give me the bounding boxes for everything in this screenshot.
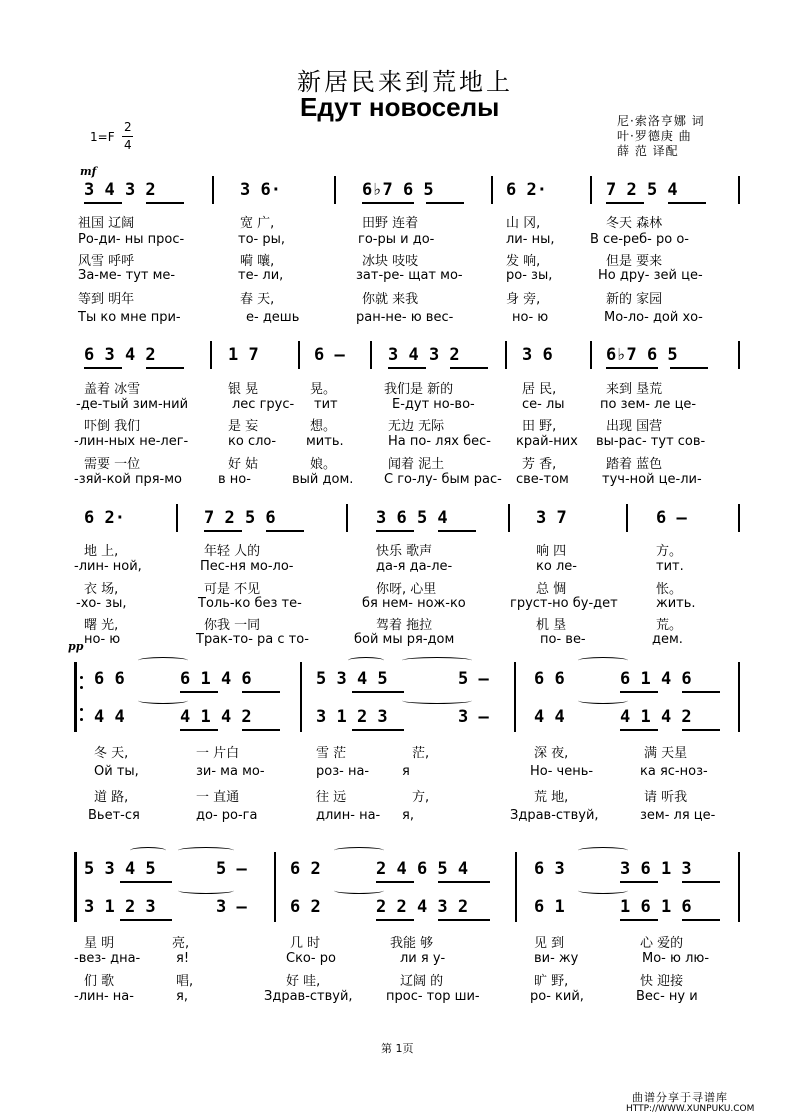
- lyric-line: по зем- ле це-: [600, 397, 697, 412]
- lyric-line: бя нем- нож-ко: [362, 596, 466, 611]
- beam: [376, 530, 414, 532]
- lyric-line: ко ле-: [536, 559, 577, 574]
- lyric-line: по- ве-: [540, 632, 586, 647]
- lyric-line: 雪 茫: [316, 746, 347, 761]
- beam: [146, 367, 184, 369]
- lyric-line: 娘。: [310, 457, 337, 472]
- beam: [682, 881, 720, 883]
- lyric-line: мить.: [306, 434, 344, 449]
- lyric-line: Здрав-ствуй,: [510, 808, 599, 823]
- beam: [620, 729, 658, 731]
- lyric-line: 冰块 吱吱: [362, 254, 419, 269]
- system-start-bar: [74, 852, 77, 922]
- tie: [402, 657, 472, 664]
- lyric-line: 等到 明年: [78, 292, 135, 307]
- beam: [362, 202, 414, 204]
- lyric-line: 衣 场,: [84, 582, 119, 597]
- barline: [738, 341, 740, 369]
- lyric-line: 田野 连着: [362, 216, 419, 231]
- lyric-line: Вес- ну и: [636, 989, 698, 1004]
- lyric-line: жить.: [656, 596, 696, 611]
- lyric-line: 们 歌: [84, 974, 115, 989]
- lyric-line: -де-тый зим-ний: [76, 397, 189, 412]
- lyric-line: 我能 够: [390, 936, 434, 951]
- lyric-line: Но- чень-: [530, 764, 594, 779]
- beam: [450, 367, 488, 369]
- barline: [212, 176, 214, 204]
- lyric-line: се- лы: [522, 397, 565, 412]
- lyric-line: -зяй-кой пря-мо: [74, 472, 182, 487]
- lyric-line: го-ры и до-: [358, 232, 435, 247]
- lyric-line: Здрав-ствуй,: [264, 989, 353, 1004]
- beam: [438, 881, 490, 883]
- lyric-line: вый дом.: [292, 472, 354, 487]
- lyric-line: 田 野,: [522, 419, 557, 434]
- upper-part-notes: 6 6: [94, 669, 125, 689]
- lyric-line: 年轻 人的: [204, 544, 261, 559]
- lyric-line: 嗬 嚷,: [240, 254, 275, 269]
- measure-notes: 3 6: [522, 345, 553, 365]
- lyric-line: 旷 野,: [534, 974, 569, 989]
- lyric-line: те- ли,: [238, 268, 284, 283]
- measure-notes: 3 7: [536, 508, 567, 528]
- beam: [606, 367, 658, 369]
- barline: [274, 852, 276, 922]
- lyric-line: 星 明: [84, 936, 115, 951]
- lyric-line: 出现 国营: [606, 419, 663, 434]
- lyric-line: 想。: [310, 419, 337, 434]
- lyric-line: 但是 要来: [606, 254, 663, 269]
- beam: [438, 530, 476, 532]
- lyric-line: зи- ма мо-: [196, 764, 265, 779]
- measure-notes: 7 2 5 4: [606, 180, 678, 200]
- lyric-line: Трак-то- ра с то-: [196, 632, 309, 647]
- lyric-line: 冬 天,: [94, 746, 129, 761]
- lyric-line: 地 上,: [84, 544, 119, 559]
- time-signature-rule: [122, 136, 133, 137]
- lyric-line: 心 爱的: [640, 936, 684, 951]
- lyric-line: 道 路,: [94, 790, 129, 805]
- lyric-line: ро- кий,: [530, 989, 584, 1004]
- tie: [178, 847, 234, 854]
- lyric-line: 居 民,: [522, 382, 557, 397]
- barline: [210, 341, 212, 369]
- lyric-line: За-ме- тут ме-: [78, 268, 176, 283]
- lyric-line: да-я да-ле-: [376, 559, 453, 574]
- measure-notes: 6 2·: [84, 508, 125, 528]
- barline: [738, 176, 740, 204]
- beam: [438, 919, 490, 921]
- beam: [682, 691, 720, 693]
- lyric-line: 唱,: [176, 974, 194, 989]
- measure-notes: 6 –: [656, 508, 687, 528]
- lower-part-notes: 3 –: [216, 897, 247, 917]
- beam: [84, 367, 122, 369]
- lyric-line: ко сло-: [228, 434, 277, 449]
- lyric-line: 芳 香,: [522, 457, 557, 472]
- lyric-line: длин- на-: [316, 808, 381, 823]
- repeat-start-bar: [74, 662, 77, 732]
- title-chinese: 新居民来到荒地上: [297, 68, 513, 96]
- upper-part-notes: 5 –: [458, 669, 489, 689]
- lyric-line: 吓倒 我们: [84, 419, 141, 434]
- beam: [668, 202, 706, 204]
- lyric-line: 山 冈,: [506, 216, 541, 231]
- dynamic-mf: mf: [80, 165, 97, 178]
- lyric-line: С го-лу- бым рас-: [384, 472, 502, 487]
- lyric-line: до- ро-га: [196, 808, 258, 823]
- lyric-line: груст-но бу-дет: [510, 596, 618, 611]
- upper-part-notes: 2 4 6 5 4: [376, 859, 469, 879]
- lyric-line: -вез- дна-: [74, 951, 141, 966]
- tie: [138, 697, 188, 704]
- lyric-line: -лин- на-: [74, 989, 134, 1004]
- lyric-line: 响 四: [536, 544, 567, 559]
- barline: [508, 504, 510, 532]
- lower-part-notes: 2 2 4 3 2: [376, 897, 469, 917]
- lyric-line: 祖国 辽阔: [78, 216, 135, 231]
- lyric-line: зем- ля це-: [640, 808, 716, 823]
- beam: [120, 919, 172, 921]
- beam: [620, 881, 658, 883]
- measure-notes: 1 7: [228, 345, 259, 365]
- upper-part-notes: 5 3 4 5: [84, 859, 156, 879]
- beam: [376, 919, 414, 921]
- lyric-line: 快 迎接: [640, 974, 684, 989]
- barline: [515, 852, 517, 922]
- beam: [352, 691, 404, 693]
- lyric-line: Мо-ло- дой хо-: [604, 310, 703, 325]
- lyric-line: 你我 一同: [204, 618, 261, 633]
- lyric-line: 无边 无际: [388, 419, 445, 434]
- lyric-line: 深 夜,: [534, 746, 569, 761]
- lyric-line: 怅。: [656, 582, 683, 597]
- lyric-line: 新的 家园: [606, 292, 663, 307]
- beam: [388, 367, 426, 369]
- lyric-line: 驾着 拖拉: [376, 618, 433, 633]
- barline: [491, 176, 493, 204]
- lyric-line: -хо- зы,: [76, 596, 127, 611]
- lower-part-notes: 1 6 1 6: [620, 897, 692, 917]
- lyric-line: 茫,: [412, 746, 430, 761]
- beam: [620, 919, 658, 921]
- lyric-line: 请 听我: [644, 790, 688, 805]
- measure-notes: 6♭7 6 5: [606, 345, 678, 365]
- lyric-line: 好 哇,: [286, 974, 321, 989]
- time-signature-top: 2: [124, 120, 132, 134]
- lyric-line: Толь-ко без те-: [198, 596, 302, 611]
- measure-notes: 7 2 5 6: [204, 508, 276, 528]
- lower-part-notes: 3 1 2 3: [316, 707, 388, 727]
- repeat-dot: [80, 676, 83, 679]
- time-signature-bottom: 4: [124, 138, 132, 152]
- lyric-line: 银 晃: [228, 382, 259, 397]
- lyric-line: 你呀, 心里: [376, 582, 437, 597]
- lyric-line: тит.: [656, 559, 684, 574]
- watermark-url[interactable]: HTTP://WWW.XUNPUKU.COM: [626, 1104, 755, 1114]
- title-russian: Едут новоселы: [300, 92, 500, 122]
- lower-part-notes: 6 2: [290, 897, 321, 917]
- lower-part-notes: 4 1 4 2: [620, 707, 692, 727]
- measure-notes: 3 4 3 2: [84, 180, 156, 200]
- lyric-line: Ско- ро: [286, 951, 336, 966]
- beam: [84, 202, 122, 204]
- lyric-line: е- дешь: [246, 310, 300, 325]
- upper-part-notes: 6 6: [534, 669, 565, 689]
- lyric-line: 踏着 蓝色: [606, 457, 663, 472]
- lyric-line: 发 响,: [506, 254, 541, 269]
- lyric-line: зат-ре- щат мо-: [356, 268, 463, 283]
- tie: [334, 887, 384, 894]
- tie: [578, 697, 628, 704]
- tie: [178, 887, 234, 894]
- credit-translator: 薛 范 译配: [617, 144, 679, 158]
- lyric-line: то- ры,: [238, 232, 285, 247]
- lyric-line: 机 垦: [536, 618, 567, 633]
- lyric-line: я,: [402, 808, 414, 823]
- lyric-line: 是 妄: [228, 419, 259, 434]
- lyric-line: 往 远: [316, 790, 347, 805]
- upper-part-notes: 6 3: [534, 859, 565, 879]
- tie: [130, 847, 166, 854]
- measure-notes: 6 2·: [506, 180, 547, 200]
- repeat-dot: [80, 686, 83, 689]
- lyric-line: прос- тор ши-: [386, 989, 480, 1004]
- measure-notes: 6♭7 6 5: [362, 180, 434, 200]
- barline: [514, 662, 516, 732]
- lower-part-notes: 4 4: [94, 707, 125, 727]
- barline: [590, 341, 592, 369]
- barline: [590, 176, 592, 204]
- lyric-line: ран-не- ю вес-: [356, 310, 454, 325]
- lyric-line: 曙 光,: [84, 618, 119, 633]
- lyric-line: 总 惆: [536, 582, 567, 597]
- barline: [370, 341, 372, 369]
- lyric-line: -лин-ных не-лег-: [74, 434, 189, 449]
- barline: [298, 341, 300, 369]
- lyric-line: 需要 一位: [84, 457, 141, 472]
- beam: [376, 881, 414, 883]
- lyric-line: я: [402, 764, 410, 779]
- lyric-line: 一 片白: [196, 746, 240, 761]
- beam: [670, 367, 708, 369]
- tie: [348, 657, 384, 664]
- lyric-line: я,: [176, 989, 188, 1004]
- credit-lyricist: 尼·索洛亨娜 词: [617, 114, 705, 128]
- lyric-line: 荒。: [656, 618, 683, 633]
- dynamic-pp: pp: [68, 640, 84, 653]
- page-number: 第 1页: [381, 1042, 414, 1055]
- lyric-line: Ты ко мне при-: [78, 310, 181, 325]
- repeat-dot: [80, 708, 83, 711]
- lower-part-notes: 3 1 2 3: [84, 897, 156, 917]
- lyric-line: На по- лях бес-: [388, 434, 491, 449]
- lyric-line: ли я у-: [400, 951, 446, 966]
- tie: [578, 887, 628, 894]
- lower-part-notes: 4 4: [534, 707, 565, 727]
- lower-part-notes: 6 1: [534, 897, 565, 917]
- lyric-line: 来到 垦荒: [606, 382, 663, 397]
- beam: [120, 881, 172, 883]
- upper-part-notes: 3 6 1 3: [620, 859, 692, 879]
- lyric-line: 辽阔 的: [400, 974, 444, 989]
- lyric-line: 见 到: [534, 936, 565, 951]
- lyric-line: туч-ной це-ли-: [602, 472, 702, 487]
- repeat-dot: [80, 718, 83, 721]
- lyric-line: 冬天 森林: [606, 216, 663, 231]
- lyric-line: ли- ны,: [506, 232, 555, 247]
- upper-part-notes: 6 2: [290, 859, 321, 879]
- lyric-line: 春 天,: [240, 292, 275, 307]
- beam: [620, 691, 658, 693]
- lyric-line: В се-реб- ро о-: [590, 232, 689, 247]
- lyric-line: Ой ты,: [94, 764, 139, 779]
- measure-notes: 3 6 5 4: [376, 508, 448, 528]
- lyric-line: све-том: [516, 472, 569, 487]
- credit-composer: 叶·罗德庚 曲: [617, 129, 692, 143]
- barline: [346, 504, 348, 532]
- lyric-line: 身 旁,: [506, 292, 541, 307]
- lower-part-notes: 3 –: [458, 707, 489, 727]
- tie: [578, 657, 628, 664]
- barline: [738, 852, 740, 922]
- lyric-line: лес грус-: [232, 397, 295, 412]
- lyric-line: Ро-ди- ны прос-: [78, 232, 185, 247]
- barline: [626, 504, 628, 532]
- beam: [682, 919, 720, 921]
- beam: [180, 729, 218, 731]
- measure-notes: 3 4 3 2: [388, 345, 460, 365]
- lyric-line: тит: [314, 397, 338, 412]
- beam: [146, 202, 184, 204]
- lyric-line: вы-рас- тут сов-: [596, 434, 706, 449]
- tie: [334, 847, 384, 854]
- lyric-line: 满 天星: [644, 746, 688, 761]
- measure-notes: 6 –: [314, 345, 345, 365]
- tie: [578, 847, 628, 854]
- beam: [242, 729, 280, 731]
- lyric-line: Е-дут но-во-: [392, 397, 475, 412]
- lyric-line: бой мы ря-дом: [354, 632, 455, 647]
- barline: [738, 504, 740, 532]
- lyric-line: ка яс-ноз-: [640, 764, 708, 779]
- barline: [176, 504, 178, 532]
- lyric-line: 可是 不见: [204, 582, 261, 597]
- beam: [180, 691, 218, 693]
- lyric-line: 风雪 呼呼: [78, 254, 135, 269]
- lyric-line: дем.: [652, 632, 683, 647]
- lower-part-notes: 4 1 4 2: [180, 707, 252, 727]
- beam: [204, 530, 242, 532]
- key-signature: 1=F: [90, 130, 115, 144]
- beam: [606, 202, 644, 204]
- lyric-line: но- ю: [512, 310, 549, 325]
- lyric-line: -лин- ной,: [74, 559, 142, 574]
- upper-part-notes: 6 1 4 6: [620, 669, 692, 689]
- beam: [426, 202, 464, 204]
- lyric-line: 一 直通: [196, 790, 240, 805]
- lyric-line: 快乐 歌声: [376, 544, 433, 559]
- lyric-line: 宽 广,: [240, 216, 275, 231]
- lyric-line: 我们是 新的: [384, 382, 454, 397]
- lyric-line: 方。: [656, 544, 683, 559]
- lyric-line: 荒 地,: [534, 790, 569, 805]
- beam: [682, 729, 720, 731]
- tie: [138, 657, 188, 664]
- barline: [738, 662, 740, 732]
- lyric-line: ро- зы,: [506, 268, 553, 283]
- lyric-line: ви- жу: [534, 951, 579, 966]
- lyric-line: я!: [176, 951, 190, 966]
- barline: [300, 662, 302, 732]
- lyric-line: 几 时: [290, 936, 321, 951]
- lyric-line: 亮,: [172, 936, 190, 951]
- lyric-line: 好 姑: [228, 457, 259, 472]
- measure-notes: 6 3 4 2: [84, 345, 156, 365]
- upper-part-notes: 6 1 4 6: [180, 669, 252, 689]
- tie: [402, 697, 472, 704]
- lyric-line: край-них: [516, 434, 578, 449]
- lyric-line: 方,: [412, 790, 430, 805]
- upper-part-notes: 5 3 4 5: [316, 669, 388, 689]
- beam: [266, 530, 304, 532]
- lyric-line: 你就 来我: [362, 292, 419, 307]
- barline: [505, 341, 507, 369]
- lyric-line: Мо- ю лю-: [642, 951, 710, 966]
- upper-part-notes: 5 –: [216, 859, 247, 879]
- barline: [334, 176, 336, 204]
- lyric-line: 闻着 泥土: [388, 457, 445, 472]
- lyric-line: 盖着 冰雪: [84, 382, 141, 397]
- watermark-text: 曲谱分享于寻谱库: [632, 1091, 728, 1104]
- beam: [352, 729, 404, 731]
- measure-notes: 3 6·: [240, 180, 281, 200]
- lyric-line: Но дру- зей це-: [598, 268, 703, 283]
- lyric-line: но- ю: [84, 632, 121, 647]
- lyric-line: в но-: [218, 472, 251, 487]
- lyric-line: Пес-ня мо-ло-: [200, 559, 294, 574]
- beam: [242, 691, 280, 693]
- lyric-line: Вьет-ся: [88, 808, 140, 823]
- lyric-line: 晃。: [310, 382, 337, 397]
- lyric-line: роз- на-: [316, 764, 370, 779]
